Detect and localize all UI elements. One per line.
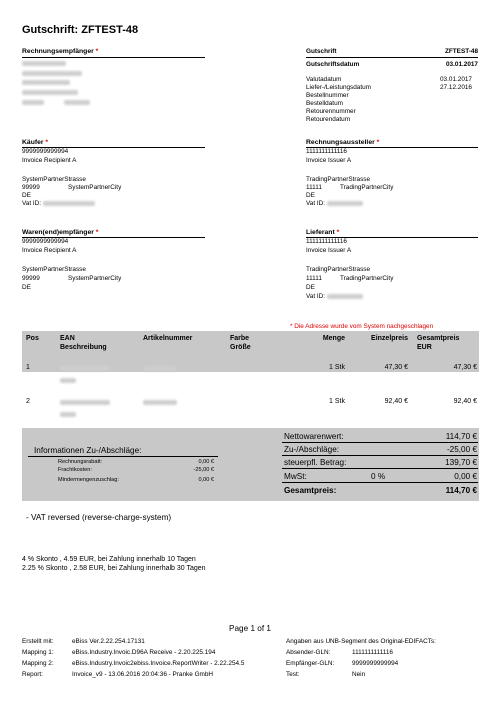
- lieferant-city: TradingPartnerCity: [340, 275, 394, 282]
- recipient-heading: [22, 48, 98, 56]
- lieferant-zip: 11111: [306, 275, 322, 282]
- absender-value: 1111111111116: [352, 649, 393, 656]
- lieferant-gln: 1111111111116: [306, 238, 347, 245]
- table-row-menge: 1 Stk: [329, 364, 345, 371]
- aussteller-vat: [306, 200, 363, 208]
- aussteller-label: Rechnungsaussteller: [306, 139, 375, 146]
- col-beschreibung: Beschreibung: [60, 344, 107, 351]
- col-gesamtpreis: Gesamtpreis: [417, 335, 460, 342]
- recipient-label: Rechnungsempfänger: [22, 48, 94, 55]
- zuab-value: -25,00 €: [446, 445, 477, 454]
- lieferant-vat: [306, 293, 363, 301]
- vat-note: - VAT reversed (reverse-charge-system): [26, 513, 172, 522]
- page-number: Page 1 of 1: [229, 624, 271, 633]
- bestelldatum-label: Bestelldatum: [306, 100, 343, 107]
- erstellt-label: Erstellt mit:: [22, 638, 54, 645]
- warenempfaenger-name: Invoice Recipient A: [22, 247, 77, 254]
- table-row-pos: 1: [26, 364, 30, 371]
- gesamt-label: Gesamtpreis:: [284, 486, 337, 495]
- datum-label: Gutschriftsdatum: [306, 61, 360, 68]
- detail-value: -25,00 €: [193, 467, 214, 473]
- unb-label: Angaben aus UNB-Segment des Original-EDIFACTs:: [286, 638, 436, 645]
- summary-rule: [282, 482, 478, 483]
- table-row-menge: 1 Stk: [329, 398, 345, 405]
- required-star: *: [376, 139, 380, 146]
- warenempfaenger-country: DE: [22, 284, 31, 291]
- mapping2-label: Mapping 2:: [22, 660, 54, 667]
- col-groesse: Größe: [230, 344, 251, 351]
- vat-label: Vat ID:: [22, 200, 42, 207]
- warenempfaenger-gln: 9999999999994: [22, 238, 69, 245]
- summary-rule: [282, 442, 478, 443]
- liefer-value: 27.12.2016: [440, 84, 472, 91]
- kaeufer-street: SystemPartnerStrasse: [22, 176, 86, 183]
- aussteller-street: TradingPartnerStrasse: [306, 176, 371, 183]
- required-star: *: [336, 229, 340, 236]
- valuta-value: 03.01.2017: [440, 76, 472, 83]
- kaeufer-country: DE: [22, 192, 31, 199]
- netto-value: 114,70 €: [445, 432, 477, 441]
- mapping1-value: eBiss.Industry.Invoic.D96A Receive - 2.20.225.194: [72, 649, 216, 656]
- required-star: *: [45, 139, 49, 146]
- bestellnummer-label: Bestellnummer: [306, 92, 349, 99]
- kaeufer-heading: [22, 139, 48, 147]
- mapping1-label: Mapping 1:: [22, 649, 54, 656]
- skonto-line: 2.25 % Skonto , 2.58 EUR, bei Zahlung innerhalb 30 Tagen: [22, 565, 206, 572]
- detail-label: Frachtkosten:: [58, 467, 92, 473]
- warenempfaenger-street: SystemPartnerStrasse: [22, 266, 86, 273]
- info-zuab-label: Informationen Zu-/Abschläge:: [34, 446, 142, 455]
- mapping2-value: eBiss.Industry.Invoic2ebiss.Invoice.ReportWriter - 2.22.254.5: [72, 660, 245, 667]
- report-value: Invoice_v9 - 13.06.2016 20:04:36 - Pranke GmbH: [72, 671, 214, 678]
- address-note: * Die Adresse wurde vom System nachgeschlagen: [290, 323, 434, 330]
- lieferant-name: Invoice Issuer A: [306, 247, 352, 254]
- detail-value: 0,00 €: [198, 459, 214, 465]
- kaeufer-zip: 99999: [22, 184, 40, 191]
- zuab-label: Zu-/Abschläge:: [284, 445, 340, 454]
- retourennummer-label: Retourennummer: [306, 108, 356, 115]
- absender-label: Absender-GLN:: [286, 649, 331, 656]
- table-row-pos: 2: [26, 398, 30, 405]
- kaeufer-name: Invoice Recipient A: [22, 157, 77, 164]
- aussteller-country: DE: [306, 192, 315, 199]
- summary-rule: [282, 468, 478, 469]
- page-title: Gutschrift: ZFTEST-48: [22, 24, 139, 36]
- aussteller-city: TradingPartnerCity: [340, 184, 394, 191]
- lieferant-label: Lieferant: [306, 229, 335, 236]
- detail-label: Mindermengenzuschlag:: [58, 477, 119, 483]
- gutschrift-label: Gutschrift: [306, 48, 337, 55]
- empfaenger-label: Empfänger-GLN:: [286, 660, 335, 667]
- row-ean-redacted: [60, 399, 110, 418]
- warenempfaenger-city: SystemPartnerCity: [68, 275, 122, 282]
- required-star: *: [95, 229, 99, 236]
- row-ean-redacted: [60, 365, 110, 384]
- aussteller-gln: 1111111111116: [306, 148, 347, 155]
- mwst-label: MwSt:: [284, 472, 307, 481]
- erstellt-value: eBiss Ver.2.22.254.17131: [72, 638, 145, 645]
- kaeufer-label: Käufer: [22, 139, 44, 146]
- col-currency: EUR: [417, 344, 432, 351]
- datum-value: 03.01.2017: [446, 61, 478, 68]
- valuta-label: Valutadatum: [306, 76, 342, 83]
- col-einzelpreis: Einzelpreis: [371, 335, 408, 342]
- info-zuab-rule: [28, 456, 218, 457]
- vat-label: Vat ID:: [306, 293, 326, 300]
- test-label: Test:: [286, 671, 300, 678]
- row-artikel-redacted: [143, 399, 177, 407]
- recipient-rule: [22, 57, 205, 58]
- mwst-rate: 0 %: [371, 472, 386, 481]
- kaeufer-city: SystemPartnerCity: [68, 184, 122, 191]
- detail-label: Rechnungsrabatt:: [58, 459, 103, 465]
- netto-label: Nettowarenwert:: [284, 432, 344, 441]
- table-row-gesamtpreis: 92,40 €: [453, 398, 477, 405]
- steuer-label: steuerpfl. Betrag:: [284, 458, 347, 467]
- warenempfaenger-label: Waren(end)empfänger: [22, 229, 94, 236]
- liefer-label: Liefer-/Leistungsdatum: [306, 84, 372, 91]
- col-ean: EAN: [60, 335, 75, 342]
- recipient-address-redacted: [22, 60, 90, 106]
- warenempfaenger-heading: [22, 229, 98, 237]
- summary-rule: [282, 455, 478, 456]
- col-menge: Menge: [322, 335, 345, 342]
- gutschrift-value: ZFTEST-48: [444, 48, 478, 55]
- table-row-gesamtpreis: 47,30 €: [453, 364, 477, 371]
- col-artikelnummer: Artikelnummer: [143, 335, 193, 342]
- aussteller-zip: 11111: [306, 184, 322, 191]
- steuer-value: 139,70 €: [445, 458, 477, 467]
- lieferant-street: TradingPartnerStrasse: [306, 266, 371, 273]
- test-value: Nein: [352, 671, 366, 678]
- table-row-einzelpreis: 47,30 €: [384, 364, 408, 371]
- row-artikel-redacted: [143, 365, 177, 373]
- skonto-line: 4 % Skonto , 4.59 EUR, bei Zahlung innerhalb 10 Tagen: [22, 556, 196, 563]
- kaeufer-gln: 9999999999994: [22, 148, 69, 155]
- detail-value: 0,00 €: [198, 477, 214, 483]
- lieferant-country: DE: [306, 284, 315, 291]
- retourendatum-label: Retourendatum: [306, 116, 351, 123]
- mwst-value: 0,00 €: [454, 472, 477, 481]
- kaeufer-vat: [22, 200, 95, 208]
- table-row-einzelpreis: 92,40 €: [384, 398, 408, 405]
- vat-label: Vat ID:: [306, 200, 326, 207]
- lieferant-heading: [306, 229, 339, 237]
- empfaenger-value: 9999999999994: [352, 660, 399, 667]
- warenempfaenger-zip: 99999: [22, 275, 40, 282]
- col-pos: Pos: [26, 335, 39, 342]
- required-star: *: [95, 48, 99, 55]
- info-rule: [306, 57, 478, 58]
- aussteller-name: Invoice Issuer A: [306, 157, 352, 164]
- aussteller-heading: [306, 139, 379, 147]
- report-label: Report:: [22, 671, 43, 678]
- gesamt-value: 114,70 €: [445, 486, 477, 495]
- col-farbe: Farbe: [230, 335, 250, 342]
